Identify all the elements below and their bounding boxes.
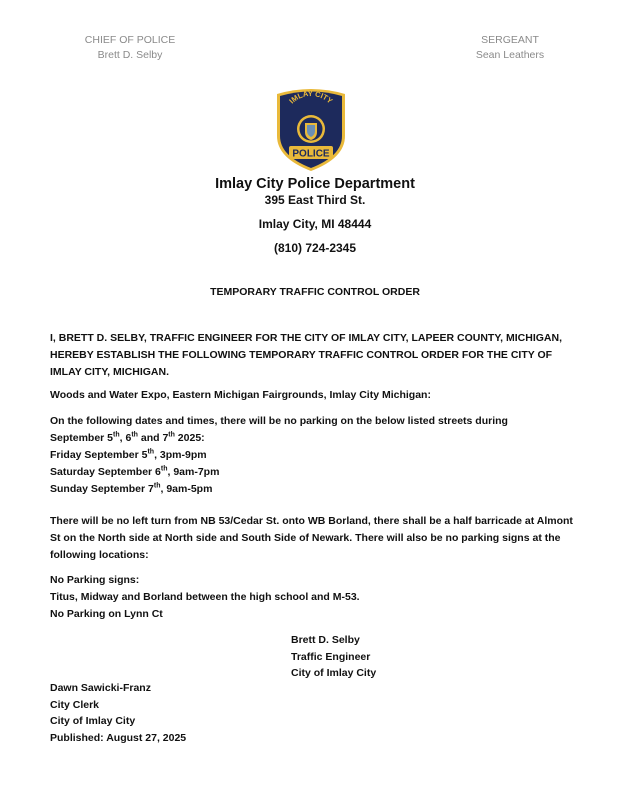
badge-bottom-text: POLICE [292, 148, 330, 160]
sergeant-header [440, 33, 580, 63]
chief-title: CHIEF OF POLICE [84, 34, 176, 46]
signs-line-1: Titus, Midway and Borland between the high school and M-53. [50, 591, 360, 603]
sunday-line: Sunday September 7th, 9am-5pm [50, 482, 213, 495]
saturday-line: Saturday September 6th, 9am-7pm [50, 465, 220, 478]
dates-block [50, 413, 580, 498]
chief-header [60, 33, 200, 63]
event-line: Woods and Water Expo, Eastern Michigan Fairgrounds, Imlay City Michigan: [50, 389, 431, 401]
signature-title: Traffic Engineer [291, 650, 371, 663]
dates-lead-2: September 5th, 6th and 7th 2025: [50, 431, 205, 444]
signs-line-2: No Parking on Lynn Ct [50, 608, 163, 620]
friday-line: Friday September 5th, 3pm-9pm [50, 448, 207, 461]
department-street: 395 East Third St. [264, 193, 366, 207]
signs-heading: No Parking signs: [50, 574, 140, 586]
department-phone: (810) 724-2345 [273, 241, 357, 255]
left-turn-paragraph: There will be no left turn from NB 53/Cedar St. onto WB Borland, there shall be a half barricade at Almont St on the North side at North side and South Side of Newark. There will also be no parking signs at the following locations: [50, 515, 573, 561]
chief-name: Brett D. Selby [97, 49, 163, 61]
clerk-name: Dawn Sawicki-Franz [50, 682, 151, 694]
signs-block [50, 572, 580, 623]
clerk-org: City of Imlay City [50, 715, 136, 727]
signature-name: Brett D. Selby [291, 634, 360, 646]
badge-top-text: IMLAY CITY [287, 88, 335, 106]
intro-paragraph: I, BRETT D. SELBY, TRAFFIC ENGINEER FOR THE CITY OF IMLAY CITY, LAPEER COUNTY, MICHIGAN, HEREBY ESTABLISH THE FOLLOWING TEMPORARY TRAFFIC CONTROL ORDER FOR THE CITY OF IMLAY CITY, MICHIGAN. [50, 332, 563, 378]
clerk-title: City Clerk [50, 698, 100, 711]
dates-lead: On the following dates and times, there will be no parking on the below listed streets during [50, 415, 508, 427]
signature-block [291, 632, 376, 682]
signature-org: City of Imlay City [291, 667, 377, 679]
published-date: Published: August 27, 2025 [50, 731, 187, 744]
order-title: TEMPORARY TRAFFIC CONTROL ORDER [210, 286, 420, 298]
police-badge-logo [271, 86, 351, 172]
sergeant-title: SERGEANT [481, 34, 539, 46]
sergeant-name: Sean Leathers [475, 49, 545, 61]
department-city: Imlay City, MI 48444 [258, 217, 372, 231]
clerk-block [50, 680, 186, 746]
department-name: Imlay City Police Department [215, 176, 415, 192]
